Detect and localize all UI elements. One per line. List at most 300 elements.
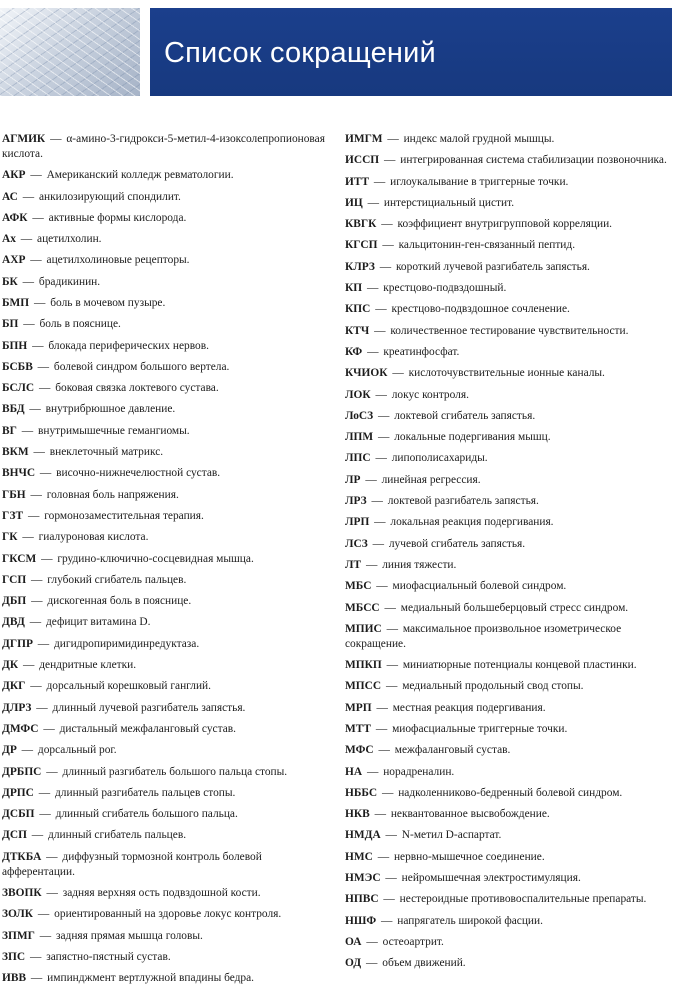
abbreviation-entry [345, 807, 675, 822]
abbreviation-definition: максимальное произвольное изометрическое сокращение. [345, 622, 622, 650]
abbreviation-definition: внеклеточный матрикс. [49, 446, 164, 459]
em-dash-separator: — [383, 893, 395, 906]
abbreviation-entry [345, 765, 675, 780]
abbreviation-definition: брадикинин. [38, 275, 101, 288]
em-dash-separator: — [28, 509, 40, 522]
abbreviation-term: ДГПР [2, 637, 33, 650]
em-dash-separator: — [22, 190, 35, 203]
abbreviation-entry [345, 786, 675, 801]
abbreviation-entry [345, 451, 675, 466]
em-dash-separator: — [377, 431, 390, 444]
em-dash-separator: — [30, 680, 42, 693]
abbreviation-term: КЧИОК [345, 367, 388, 380]
em-dash-separator: — [29, 616, 42, 629]
abbreviation-definition: нервно-мышечное соединение. [393, 850, 545, 863]
abbreviation-term: МПИС [345, 622, 382, 635]
abbreviation-term: ЗВОПК [2, 886, 42, 899]
abbreviation-entry [2, 402, 332, 417]
abbreviation-entry [345, 345, 675, 360]
abbreviation-entry [2, 637, 332, 652]
abbreviation-term: ОД [345, 957, 362, 970]
em-dash-separator: — [375, 388, 387, 401]
abbreviation-definition: миофасциальные триггерные точки. [392, 722, 568, 735]
abbreviation-term: ИМГМ [345, 133, 383, 145]
abbreviation-term: БСБВ [2, 360, 33, 373]
em-dash-separator: — [384, 601, 396, 614]
abbreviation-definition: межфаланговый сустав. [394, 744, 511, 757]
abbreviation-definition: ориентированный на здоровье локус контроля. [54, 908, 282, 921]
em-dash-separator: — [378, 409, 390, 422]
abbreviation-entry [345, 388, 675, 403]
em-dash-separator: — [377, 850, 390, 863]
abbreviation-term: ДСП [2, 829, 27, 842]
em-dash-separator: — [375, 722, 388, 735]
em-dash-separator: — [39, 808, 51, 821]
abbreviation-term: КФ [345, 345, 363, 358]
abbreviation-definition: импинджмент вертлужной впадины бедра. [47, 972, 255, 985]
abbreviation-definition: крестцово-подвздошный. [383, 282, 507, 295]
abbreviation-definition: длинный сгибатель большого пальца. [55, 808, 238, 821]
abbreviation-entry [2, 509, 332, 524]
em-dash-separator: — [387, 133, 399, 145]
abbreviations-column-right [345, 132, 675, 977]
abbreviation-term: ДМФС [2, 722, 39, 735]
abbreviation-entry [2, 573, 332, 588]
abbreviation-definition: внутримышечные гемангиомы. [37, 424, 190, 437]
em-dash-separator: — [374, 808, 386, 821]
em-dash-separator: — [46, 886, 58, 899]
em-dash-separator: — [30, 254, 42, 267]
abbreviation-entry [2, 190, 332, 205]
em-dash-separator: — [21, 744, 34, 757]
abbreviation-term: НББС [345, 786, 378, 799]
em-dash-separator: — [36, 701, 48, 714]
abbreviation-definition: дендритные клетки. [39, 659, 137, 672]
abbreviation-term: ВКМ [2, 446, 29, 459]
em-dash-separator: — [366, 935, 378, 948]
em-dash-separator: — [373, 175, 386, 188]
abbreviation-definition: локальные подергивания мышц. [394, 431, 551, 444]
abbreviation-term: ГЗТ [2, 509, 24, 522]
em-dash-separator: — [30, 169, 42, 182]
abbreviation-definition: диффузный тормозной контроль болевой афферентации. [2, 850, 262, 878]
abbreviation-entry [2, 339, 332, 354]
abbreviation-definition: дискогенная боль в пояснице. [47, 595, 192, 608]
abbreviation-entry [2, 679, 332, 694]
abbreviation-entry [345, 914, 675, 929]
em-dash-separator: — [50, 133, 62, 145]
abbreviation-term: МБСС [345, 601, 380, 614]
em-dash-separator: — [381, 218, 393, 231]
abbreviation-entry [2, 701, 332, 716]
em-dash-separator: — [374, 324, 386, 337]
em-dash-separator: — [23, 318, 35, 331]
abbreviation-definition: ацетилхолиновые рецепторы. [46, 254, 190, 267]
abbreviation-entry [2, 850, 332, 880]
em-dash-separator: — [34, 296, 46, 309]
abbreviation-term: АХР [2, 254, 26, 267]
abbreviation-entry [345, 175, 675, 190]
abbreviation-entry [345, 622, 675, 652]
em-dash-separator: — [385, 829, 397, 842]
abbreviation-term: ДВД [2, 616, 25, 629]
abbreviation-term: КПС [345, 303, 371, 316]
abbreviation-entry [345, 196, 675, 211]
abbreviation-definition: дорсальный рог. [37, 744, 117, 757]
em-dash-separator: — [31, 595, 43, 608]
em-dash-separator: — [379, 260, 392, 273]
abbreviation-definition: боль в мочевом пузыре. [50, 296, 166, 309]
abbreviation-entry [2, 807, 332, 822]
abbreviation-entry [345, 935, 675, 950]
em-dash-separator: — [386, 659, 398, 672]
abbreviation-term: ГКСМ [2, 552, 37, 565]
abbreviation-definition: индекс малой грудной мышцы. [403, 133, 555, 145]
abbreviation-term: АКР [2, 169, 26, 182]
abbreviation-term: ДСБП [2, 808, 35, 821]
abbreviation-entry [345, 260, 675, 275]
abbreviation-term: ДТКБА [2, 850, 42, 863]
abbreviation-definition: боковая связка локтевого сустава. [55, 382, 219, 395]
abbreviation-entry [345, 871, 675, 886]
abbreviation-entry [345, 281, 675, 296]
page-title: Список сокращений [164, 37, 436, 69]
abbreviation-term: МРП [345, 701, 372, 714]
em-dash-separator: — [39, 929, 52, 942]
abbreviation-entry [2, 743, 332, 758]
abbreviation-term: АС [2, 190, 18, 203]
abbreviation-definition: N-метил D-аспартат. [401, 829, 502, 842]
abbreviation-entry [2, 232, 332, 247]
abbreviation-definition: линия тяжести. [382, 558, 457, 571]
abbreviation-definition: нестероидные противовоспалительные препараты. [399, 893, 647, 906]
abbreviation-term: ВНЧС [2, 467, 36, 480]
abbreviation-entry [345, 324, 675, 339]
abbreviation-entry [345, 701, 675, 716]
abbreviation-term: ЗОЛК [2, 908, 34, 921]
abbreviation-entry [2, 132, 332, 162]
abbreviation-term: НПВС [345, 893, 379, 906]
abbreviation-entry [2, 275, 332, 290]
abbreviation-definition: боль в пояснице. [39, 318, 121, 331]
abbreviation-entry [2, 488, 332, 503]
abbreviation-term: МТТ [345, 722, 371, 735]
abbreviation-term: ДКГ [2, 680, 26, 693]
abbreviation-term: ЗПМГ [2, 929, 35, 942]
abbreviation-definition: норадреналин. [383, 765, 455, 778]
abbreviation-term: ДР [2, 744, 17, 757]
abbreviation-definition: надколенниково-бедренный болевой синдром. [398, 786, 623, 799]
em-dash-separator: — [381, 914, 393, 927]
em-dash-separator: — [31, 573, 43, 586]
abbreviation-definition: задняя прямая мышца головы. [55, 929, 203, 942]
abbreviation-term: АФК [2, 211, 28, 224]
abbreviation-entry [2, 886, 332, 901]
abbreviation-entry [2, 296, 332, 311]
abbreviation-entry [345, 153, 675, 168]
abbreviation-definition: α-амино-3-гидрокси-5-метил-4-изоксолепропионовая кислота. [2, 133, 325, 160]
abbreviation-definition: дигидропиримидинредуктаза. [54, 637, 200, 650]
em-dash-separator: — [365, 558, 378, 571]
abbreviation-entry [345, 743, 675, 758]
em-dash-separator: — [392, 367, 404, 380]
abbreviation-term: ГК [2, 531, 18, 544]
abbreviation-entry [2, 168, 332, 183]
abbreviation-entry [2, 424, 332, 439]
em-dash-separator: — [37, 360, 50, 373]
abbreviation-term: ЛПС [345, 452, 371, 465]
abbreviation-term: ГБН [2, 488, 26, 501]
abbreviation-definition: длинный лучевой разгибатель запястья. [52, 701, 246, 714]
em-dash-separator: — [22, 659, 35, 672]
abbreviation-term: ДК [2, 659, 19, 672]
abbreviation-definition: иглоукалывание в триггерные точки. [390, 175, 569, 188]
abbreviation-term: ВГ [2, 424, 17, 437]
abbreviation-definition: миофасциальный болевой синдром. [392, 580, 567, 593]
abbreviation-entry [345, 537, 675, 552]
abbreviation-definition: задняя верхняя ость подвздошной кости. [62, 886, 261, 899]
abbreviation-term: МПКП [345, 659, 382, 672]
abbreviation-definition: гиалуроновая кислота. [38, 531, 149, 544]
abbreviation-term: КВГК [345, 218, 377, 231]
em-dash-separator: — [376, 701, 388, 714]
abbreviation-definition: интерстициальный цистит. [383, 196, 515, 209]
abbreviation-term: ДРПС [2, 786, 34, 799]
abbreviation-term: ЛР [345, 473, 361, 486]
abbreviation-entry [2, 552, 332, 567]
abbreviation-definition: коэффициент внутригрупповой корреляции. [397, 218, 613, 231]
abbreviation-definition: напрягатель широкой фасции. [397, 914, 543, 927]
abbreviation-entry [345, 601, 675, 616]
em-dash-separator: — [38, 786, 51, 799]
em-dash-separator: — [29, 950, 42, 963]
abbreviation-entry [2, 658, 332, 673]
abbreviation-definition: длинный разгибатель большого пальца стопы. [62, 765, 288, 778]
em-dash-separator: — [22, 531, 34, 544]
abbreviation-entry [345, 238, 675, 253]
em-dash-separator: — [39, 467, 52, 480]
abbreviation-term: БП [2, 318, 19, 331]
em-dash-separator: — [367, 345, 379, 358]
abbreviation-definition: головная боль напряжения. [46, 488, 179, 501]
abbreviation-term: НМДА [345, 829, 381, 842]
em-dash-separator: — [382, 239, 394, 252]
abbreviation-definition: гормонозаместительная терапия. [44, 509, 204, 522]
abbreviation-entry [345, 956, 675, 971]
abbreviation-term: НМЭС [345, 872, 381, 884]
abbreviation-definition: внутрибрюшное давление. [45, 403, 176, 416]
abbreviation-definition: медиальный продольный свод стопы. [402, 680, 584, 693]
abbreviation-term: КЛРЗ [345, 260, 375, 273]
abbreviation-term: НМС [345, 850, 373, 863]
em-dash-separator: — [43, 722, 55, 735]
em-dash-separator: — [374, 516, 386, 529]
abbreviation-term: ИТТ [345, 175, 370, 188]
abbreviation-term: Ах [2, 233, 16, 246]
abbreviation-entry [2, 615, 332, 630]
abbreviation-entry [345, 658, 675, 673]
em-dash-separator: — [32, 339, 44, 352]
em-dash-separator: — [375, 303, 387, 316]
abbreviation-entry [345, 892, 675, 907]
abbreviation-definition: локтевой сгибатель запястья. [394, 409, 536, 422]
em-dash-separator: — [46, 850, 58, 863]
em-dash-separator: — [386, 622, 398, 635]
em-dash-separator: — [30, 488, 42, 501]
abbreviation-term: ДБП [2, 595, 27, 608]
em-dash-separator: — [37, 908, 50, 921]
abbreviation-term: ЛСЗ [345, 537, 368, 550]
abbreviation-definition: дистальный межфаланговый сустав. [59, 722, 236, 735]
abbreviation-term: БМП [2, 296, 30, 309]
em-dash-separator: — [20, 233, 33, 246]
abbreviation-entry [345, 515, 675, 530]
em-dash-separator: — [38, 382, 51, 395]
abbreviation-definition: неквантованное высвобождение. [390, 808, 550, 821]
abbreviation-entry [345, 409, 675, 424]
em-dash-separator: — [371, 495, 383, 508]
abbreviation-entry [2, 929, 332, 944]
abbreviation-entry [345, 579, 675, 594]
abbreviation-term: НА [345, 765, 363, 778]
abbreviation-definition: ацетилхолин. [37, 233, 102, 246]
abbreviation-entry [2, 381, 332, 396]
abbreviation-definition: дефицит витамина D. [45, 616, 151, 629]
abbreviation-term: МФС [345, 744, 374, 757]
abbreviation-entry [345, 558, 675, 573]
em-dash-separator: — [376, 580, 388, 593]
abbreviation-definition: линейная регрессия. [381, 473, 481, 486]
abbreviation-definition: длинный разгибатель пальцев стопы. [55, 786, 236, 799]
abbreviation-term: ДЛРЗ [2, 701, 32, 714]
abbreviation-definition: объем движений. [382, 957, 466, 970]
em-dash-separator: — [30, 972, 43, 985]
abbreviation-term: ИССП [345, 154, 380, 167]
abbreviation-entry [2, 971, 332, 986]
em-dash-separator: — [32, 211, 44, 224]
abbreviation-definition: лучевой сгибатель запястья. [388, 537, 526, 550]
em-dash-separator: — [41, 552, 53, 565]
abbreviation-entry [345, 366, 675, 381]
abbreviation-definition: локальная реакция подергивания. [390, 516, 554, 529]
em-dash-separator: — [365, 473, 377, 486]
abbreviations-column-left [2, 132, 332, 992]
abbreviation-term: КП [345, 282, 363, 295]
abbreviation-entry [345, 722, 675, 737]
abbreviation-entry [345, 679, 675, 694]
abbreviation-term: МПСС [345, 680, 382, 693]
abbreviation-entry [2, 466, 332, 481]
abbreviation-definition: височно-нижнечелюстной сустав. [56, 467, 221, 480]
abbreviation-definition: липополисахариды. [391, 452, 488, 465]
abbreviation-definition: длинный сгибатель пальцев. [48, 829, 187, 842]
abbreviation-entry [2, 907, 332, 922]
abbreviation-definition: нейромышечная электростимуляция. [401, 872, 581, 884]
em-dash-separator: — [381, 786, 394, 799]
abbreviation-entry [345, 132, 675, 147]
abbreviation-definition: интегрированная система стабилизации позвоночника. [400, 154, 667, 167]
abbreviation-term: ЛоСЗ [345, 409, 374, 422]
abbreviation-term: НКВ [345, 808, 370, 821]
abbreviation-definition: остеоартрит. [382, 935, 444, 948]
abbreviation-entry [345, 828, 675, 843]
abbreviation-entry [2, 828, 332, 843]
header-decorative-pattern [0, 8, 140, 96]
abbreviation-definition: миниатюрные потенциалы концевой пластинки. [402, 659, 637, 672]
abbreviation-term: ЛТ [345, 558, 362, 571]
abbreviation-term: ЗПС [2, 950, 26, 963]
em-dash-separator: — [366, 957, 378, 970]
abbreviation-definition: крестцово-подвздошное сочленение. [391, 303, 570, 316]
abbreviation-definition: анкилозирующий спондилит. [39, 190, 181, 203]
abbreviation-term: БК [2, 275, 18, 288]
abbreviation-term: КГСП [345, 239, 378, 252]
em-dash-separator: — [378, 744, 390, 757]
abbreviation-definition: кислоточувствительные ионные каналы. [408, 367, 605, 380]
abbreviation-definition: медиальный большеберцовый стресс синдром. [400, 601, 629, 614]
abbreviation-definition: болевой синдром большого вертела. [53, 360, 230, 373]
abbreviation-entry [2, 786, 332, 801]
abbreviation-definition: локтевой разгибатель запястья. [387, 495, 539, 508]
abbreviation-definition: дорсальный корешковый ганглий. [46, 680, 211, 693]
em-dash-separator: — [385, 872, 397, 884]
em-dash-separator: — [22, 275, 35, 288]
abbreviation-entry [2, 594, 332, 609]
abbreviation-term: АГМИК [2, 133, 46, 145]
header-banner [150, 8, 672, 96]
abbreviation-definition: короткий лучевой разгибатель запястья. [395, 260, 590, 273]
em-dash-separator: — [385, 680, 398, 693]
em-dash-separator: — [384, 154, 396, 167]
em-dash-separator: — [37, 637, 50, 650]
abbreviation-definition: грудино-ключично-сосцевидная мышца. [57, 552, 254, 565]
abbreviation-entry [345, 494, 675, 509]
abbreviation-entry [345, 302, 675, 317]
abbreviation-entry [345, 217, 675, 232]
abbreviation-definition: активные формы кислорода. [48, 211, 187, 224]
em-dash-separator: — [367, 196, 379, 209]
abbreviation-definition: блокада периферических нервов. [48, 339, 209, 352]
abbreviation-entry [2, 950, 332, 965]
em-dash-separator: — [46, 765, 58, 778]
abbreviation-definition: Американский колледж ревматологии. [46, 169, 234, 182]
abbreviation-term: МБС [345, 580, 372, 593]
abbreviation-definition: местная реакция подергивания. [392, 701, 546, 714]
abbreviation-entry [2, 765, 332, 780]
abbreviation-entry [2, 253, 332, 268]
abbreviation-entry [345, 850, 675, 865]
abbreviation-definition: количественное тестирование чувствительности. [390, 324, 629, 337]
abbreviation-term: ИВВ [2, 972, 27, 985]
abbreviation-term: ГСП [2, 573, 27, 586]
abbreviation-term: ИЦ [345, 196, 363, 209]
abbreviation-term: ДРБПС [2, 765, 42, 778]
abbreviation-entry [2, 211, 332, 226]
abbreviation-term: БПН [2, 339, 28, 352]
abbreviation-term: ЛРЗ [345, 495, 367, 508]
em-dash-separator: — [29, 403, 41, 416]
abbreviation-term: ОА [345, 935, 362, 948]
abbreviation-term: НШФ [345, 914, 377, 927]
abbreviation-definition: глубокий сгибатель пальцев. [47, 573, 187, 586]
abbreviation-entry [345, 473, 675, 488]
abbreviation-definition: запястно-пястный сустав. [46, 950, 171, 963]
em-dash-separator: — [366, 765, 379, 778]
em-dash-separator: — [31, 829, 44, 842]
abbreviation-entry [2, 360, 332, 375]
abbreviation-entry [2, 317, 332, 332]
abbreviation-term: КТЧ [345, 324, 370, 337]
